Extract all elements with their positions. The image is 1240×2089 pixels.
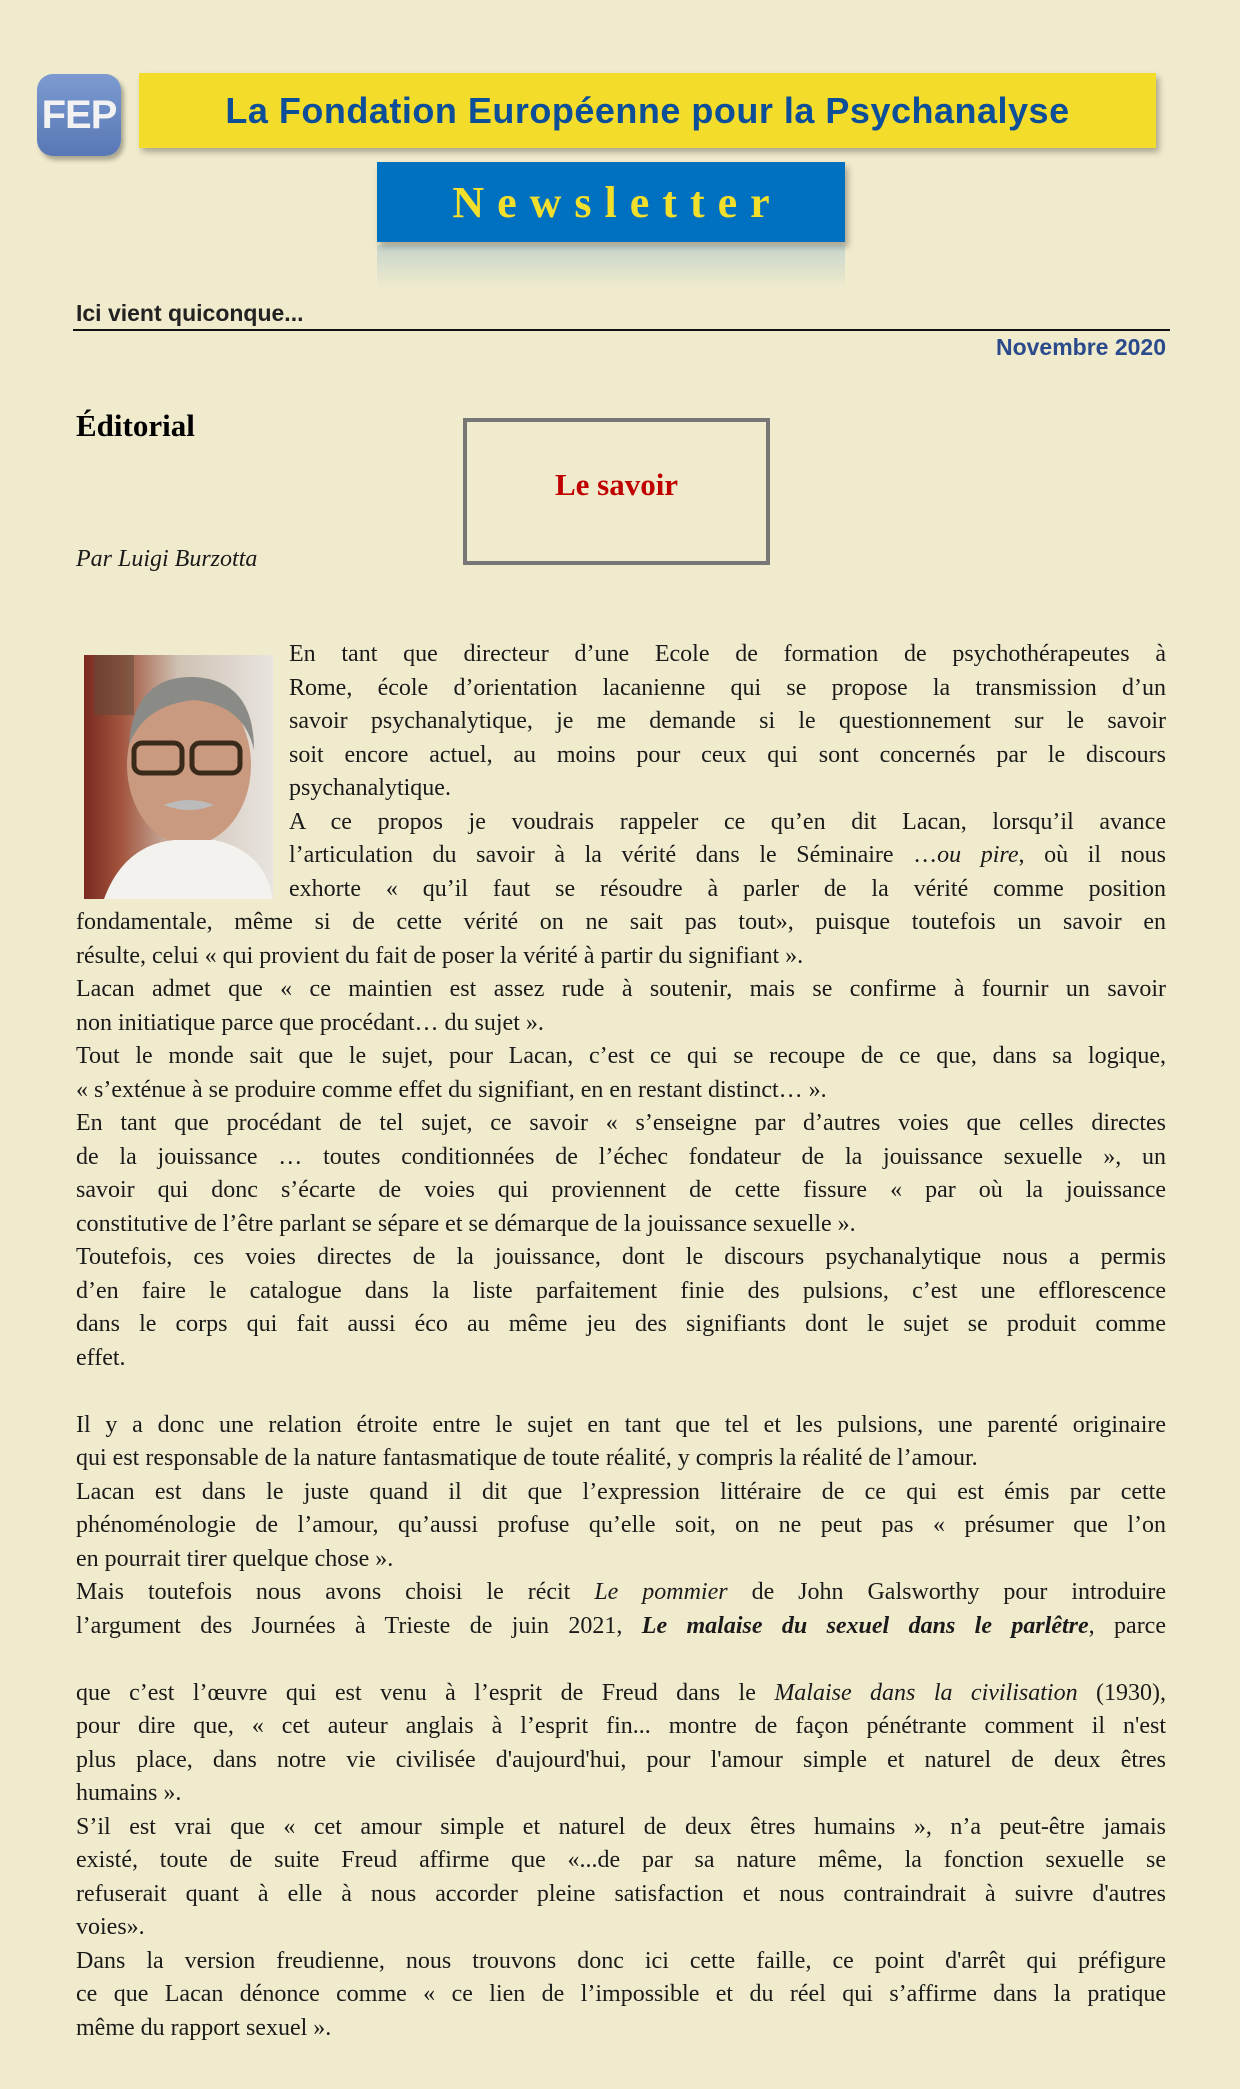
article-author: Par Luigi Burzotta — [76, 546, 258, 572]
body-text-line: psychanalytique. — [289, 775, 451, 801]
body-text-line: Dans la version freudienne, nous trouvons donc ici cette faille, ce point d'arrêt qui préfigure — [76, 1947, 1166, 1974]
body-text-line — [76, 1610, 1166, 1644]
org-banner — [139, 73, 1156, 148]
body-text-line: savoir qui donc s’écarte de voies qui proviennent de cette fissure « par où la jouissance — [76, 1177, 1166, 1203]
body-text-line: non initiatique parce que procédant… du sujet ». — [76, 1009, 544, 1036]
body-text-line: Toutefois, ces voies directes de la jouissance, dont le discours psychanalytique nous a permis — [76, 1244, 1166, 1270]
body-text-line: même du rapport sexuel ». — [76, 2014, 332, 2041]
paragraph-gap — [76, 1375, 1166, 1409]
paragraph-gap — [76, 1643, 1166, 1677]
newsletter-banner — [377, 162, 845, 242]
text-segment: l’articulation du savoir à la vérité dans le Séminaire … — [289, 842, 938, 868]
body-text-line: Lacan est dans le juste quand il dit que l’expression littéraire de ce qui est émis par cette — [76, 1478, 1166, 1505]
body-text-line: ce que Lacan dénonce comme « ce lien de l’impossible et du réel qui s’affirme dans la pratique — [76, 1981, 1166, 2007]
body-text-line — [76, 1576, 1166, 1610]
body-text-line: phénoménologie de l’amour, qu’aussi profuse qu’elle soit, on ne peut pas « présumer que l’on — [76, 1512, 1166, 1538]
text-segment: (1930), — [1077, 1679, 1167, 1706]
body-text-line: En tant que procédant de tel sujet, ce savoir « s’enseigne par d’autres voies que celles directes — [76, 1110, 1166, 1136]
text-segment: , parce — [1088, 1612, 1166, 1639]
body-text-line: Il y a donc une relation étroite entre le sujet en tant que tel et les pulsions, une parenté originaire — [76, 1411, 1166, 1438]
banner-reflection — [377, 245, 845, 290]
newsletter-label: Newsletter — [452, 177, 783, 227]
header-divider — [73, 329, 1170, 331]
section-heading: Éditorial — [76, 408, 195, 443]
body-text-line: en pourrait tirer quelque chose ». — [76, 1545, 394, 1572]
body-text-line: humains ». — [76, 1780, 182, 1806]
body-text-line: savoir psychanalytique, je me demande si le questionnement sur le savoir — [289, 708, 1166, 734]
body-text-line: qui est responsable de la nature fantasmatique de toute réalité, y compris la réalité de l’amour. — [76, 1445, 978, 1471]
body-text-line: soit encore actuel, au moins pour ceux qui sont concernés par le discours — [289, 741, 1166, 768]
body-text-line: de la jouissance … toutes conditionnées de l’échec fondateur de la jouissance sexuelle », un — [76, 1143, 1166, 1170]
text-segment: l’argument des Journées à Trieste de juin 2021, — [76, 1612, 642, 1639]
body-text-line — [289, 839, 1166, 873]
subtitle: Ici vient quiconque... — [76, 300, 304, 326]
body-text-line: S’il est vrai que « cet amour simple et naturel de deux êtres humains », n’a peut-être jamais — [76, 1813, 1166, 1840]
fep-logo — [37, 74, 121, 156]
body-text-line: effet. — [76, 1344, 126, 1371]
article-body — [76, 638, 1166, 2045]
body-text-line: A ce propos je voudrais rappeler ce qu’en dit Lacan, lorsqu’il avance — [289, 808, 1166, 835]
body-text-line: Tout le monde sait que le sujet, pour Lacan, c’est ce qui se recoupe de ce que, dans sa logique, — [76, 1043, 1166, 1069]
body-text-line: En tant que directeur d’une Ecole de formation de psychothérapeutes à — [289, 641, 1166, 667]
body-text-line: constitutive de l’être parlant se sépare et se démarque de la jouissance sexuelle ». — [76, 1210, 856, 1237]
body-text-line: Lacan admet que « ce maintien est assez rude à soutenir, mais se confirme à fournir un savoir — [76, 976, 1166, 1002]
text-segment: , où il nous — [1018, 842, 1166, 868]
article-title: Le savoir — [554, 467, 679, 502]
body-text-line: résulte, celui « qui provient du fait de poser la vérité à partir du signifiant ». — [76, 942, 804, 969]
body-text-line: d’en faire le catalogue dans la liste parfaitement finie des pulsions, c’est une efflorescence — [76, 1277, 1166, 1304]
text-segment: de John Galsworthy pour introduire — [727, 1579, 1167, 1605]
article-title-box — [463, 418, 770, 565]
body-text-line: plus place, dans notre vie civilisée d'aujourd'hui, pour l'amour simple et naturel de deux êtres — [76, 1746, 1166, 1773]
org-title: La Fondation Européenne pour la Psychanalyse — [225, 89, 1070, 131]
body-text-line: voies». — [76, 1914, 145, 1940]
logo-text: FEP — [41, 92, 117, 137]
body-text-line: exhorte « qu’il faut se résoudre à parler de la vérité comme position — [289, 875, 1166, 902]
emphasized-text: Le pommier — [594, 1579, 728, 1605]
emphasized-text: Le malaise du sexuel dans le parlêtre — [641, 1612, 1089, 1639]
body-text-line: « s’exténue à se produire comme effet du signifiant, en en restant distinct… ». — [76, 1076, 827, 1103]
body-text-line: fondamentale, même si de cette vérité on ne sait pas tout», puisque toutefois un savoir en — [76, 909, 1166, 935]
text-segment: Mais toutefois nous avons choisi le récit — [76, 1579, 595, 1605]
issue-date: Novembre 2020 — [995, 334, 1166, 360]
body-text-line: refuserait quant à elle à nous accorder pleine satisfaction et nous contraindrait à suivre d'autres — [76, 1880, 1166, 1907]
text-segment: que c’est l’œuvre qui est venu à l’esprit de Freud dans le — [76, 1679, 775, 1706]
emphasized-text: ou pire — [937, 842, 1019, 868]
emphasized-text: Malaise dans la civilisation — [774, 1679, 1078, 1706]
body-text-line: existé, toute de suite Freud affirme que «...de par sa nature même, la fonction sexuelle se — [76, 1847, 1166, 1873]
body-text-line — [76, 1677, 1166, 1711]
body-text-line: dans le corps qui fait aussi éco au même jeu des signifiants dont le sujet se produit comme — [76, 1311, 1166, 1337]
body-text-line: pour dire que, « cet auteur anglais à l’esprit fin... montre de façon pénétrante comment il n'est — [76, 1713, 1166, 1739]
body-text-line: Rome, école d’orientation lacanienne qui se propose la transmission d’un — [289, 674, 1166, 701]
